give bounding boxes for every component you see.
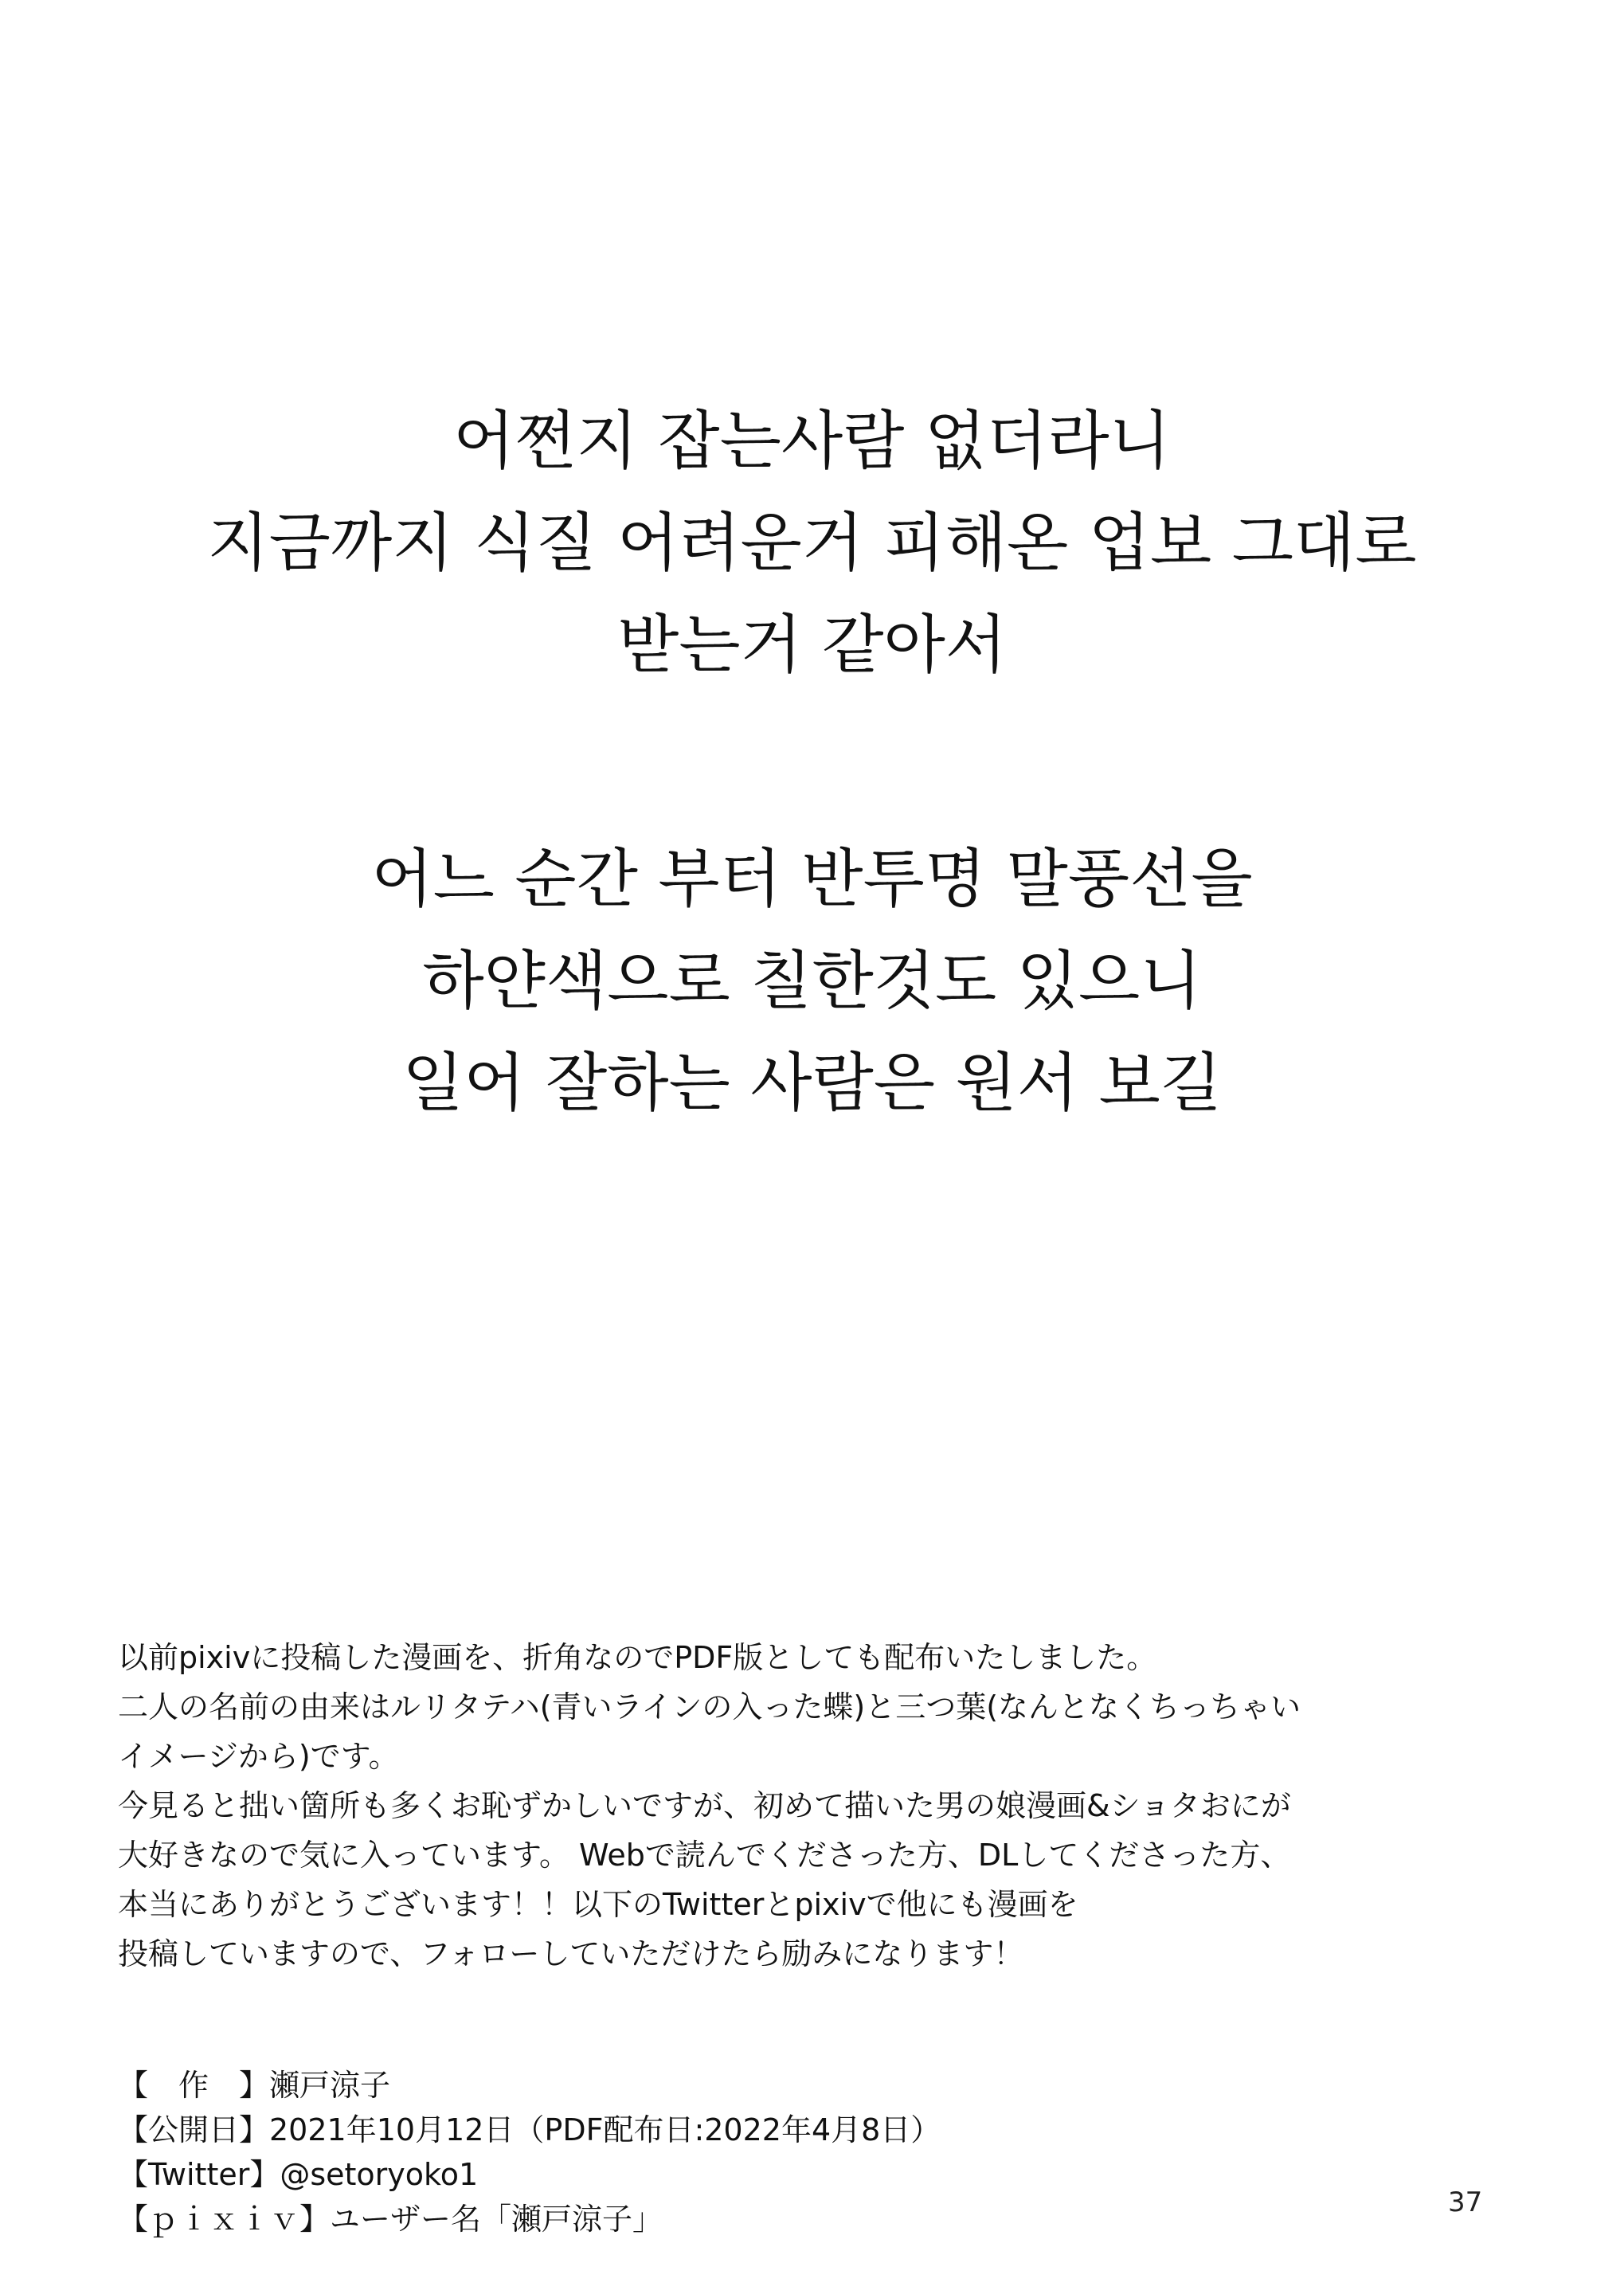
afterword-line: 二人の名前の由来はルリタテハ(青いラインの入った蝶)と三つ葉(なんとなくちっちゃい [118, 1689, 1301, 1724]
credit-author: 【 作 】瀬戸涼子 [118, 2068, 391, 2103]
translator-note-line: 일어 잘하는 사람은 원서 보길 [401, 1046, 1223, 1120]
translator-note-line: 어느 순간 부터 반투명 말풍선을 [371, 842, 1253, 916]
afterword-line: 大好きなので気に入っています。 Webで読んでくださった方、DLしてくださった方、 [118, 1838, 1291, 1873]
afterword-line: イメージから)です。 [118, 1739, 399, 1774]
page-number: 37 [1448, 2186, 1483, 2218]
translator-note-block-2 [0, 828, 1624, 1134]
translator-note-line: 어쩐지 잡는사람 없더라니 [453, 404, 1171, 478]
afterword-line: 本当にありがとうございます！！以下のTwitterとpixivで他にも漫画を [118, 1887, 1078, 1922]
credits-block [118, 2063, 1233, 2241]
credit-pixiv: 【ｐｉｘｉｖ】ユーザー名「瀬戸涼子」 [118, 2202, 663, 2237]
translator-note-line: 지금까지 식질 어려운거 피해온 업보 그대로 [207, 506, 1417, 580]
credit-twitter: 【Twitter】@setoryoko1 [118, 2157, 479, 2192]
translator-note-block-1 [0, 390, 1624, 696]
author-afterword [118, 1633, 1520, 1979]
afterword-line: 以前pixivに投稿した漫画を、折角なのでPDF版としても配布いたしました。 [118, 1640, 1157, 1675]
credit-publish-date: 【公開日】2021年10月12日（PDF配布日:2022年4月8日） [118, 2112, 941, 2147]
translator-note-line: 하얀색으로 칠한것도 있으니 [422, 944, 1202, 1018]
afterword-line: 今見ると拙い箇所も多くお恥ずかしいですが、初めて描いた男の娘漫画&ショタおにが [118, 1788, 1291, 1823]
afterword-line: 投稿していますので、フォローしていただけたら励みになります！ [118, 1936, 1024, 1971]
translator-note-line: 받는거 같아서 [616, 608, 1008, 682]
